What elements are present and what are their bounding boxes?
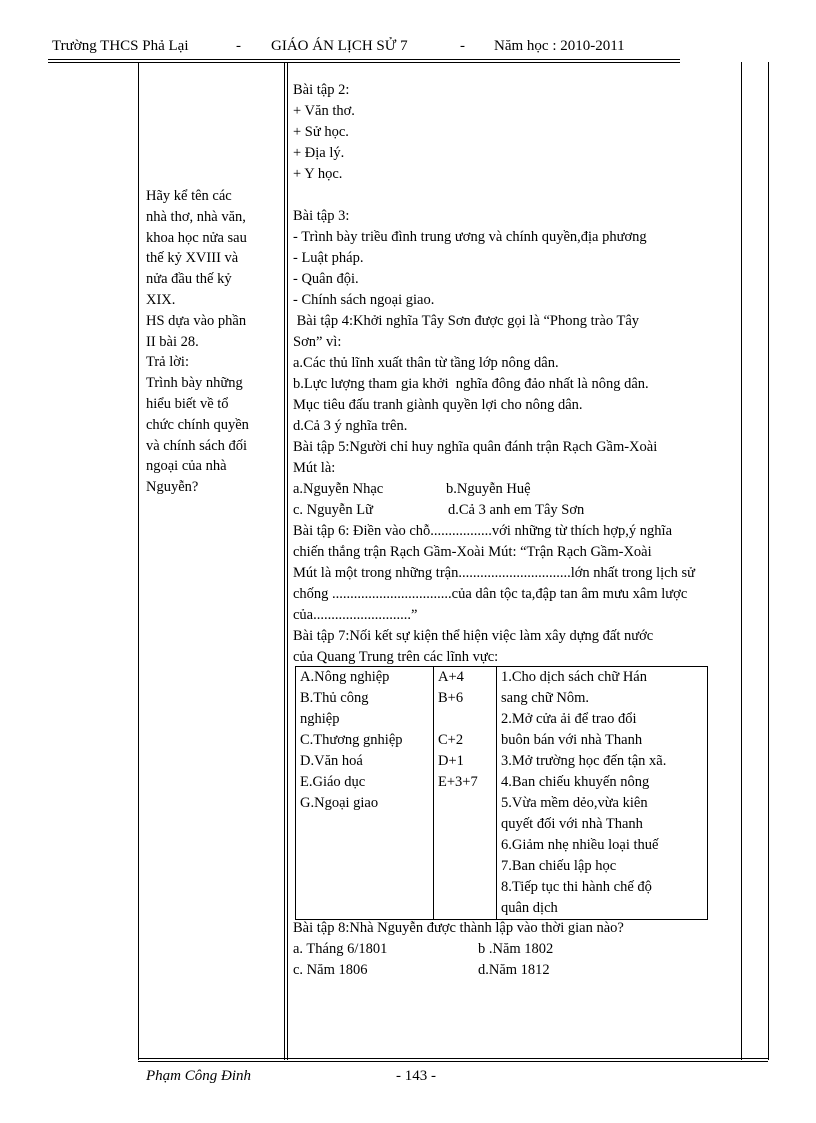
exercise-4-option: b.Lực lượng tham gia khởi nghĩa đông đảo nhất là nông dân. [293, 376, 649, 392]
exercise-6-text: Bài tập 6: Điền vào chỗ.................với những từ thích hợp,ý nghĩa [293, 523, 673, 539]
event-item: 4.Ban chiếu khuyến nông [501, 774, 650, 790]
exercise-3-item: - Luật pháp. [293, 250, 364, 266]
exercise-5-question: Bài tập 5:Người chỉ huy nghĩa quân đánh trận Rạch Gầm-Xoài [293, 439, 658, 455]
field-item: E.Giáo dục [300, 774, 366, 790]
exercise-4-question: Sơn” vì: [293, 334, 342, 350]
left-line: thế kỷ XVIII và [146, 250, 239, 267]
exercise-2-title: Bài tập 2: [293, 82, 350, 98]
left-line: Trình bày những [146, 375, 243, 392]
left-line: Trả lời: [146, 354, 189, 371]
school-year: Năm học : 2010-2011 [494, 38, 625, 54]
field-item: A.Nông nghiệp [300, 669, 390, 685]
exercise-6-text: Mút là một trong những trận...............................lớn nhất trong lịch sử [293, 565, 695, 581]
left-line: HS dựa vào phần [146, 312, 247, 329]
event-item: buôn bán với nhà Thanh [501, 732, 643, 748]
exercise-3-title: Bài tập 3: [293, 208, 350, 224]
header-separator: - [236, 38, 241, 54]
field-item: B.Thủ công [300, 690, 369, 706]
event-item: 7.Ban chiếu lập học [501, 858, 617, 874]
field-item: G.Ngoại giao [300, 795, 379, 811]
exercise-2-item: + Sử học. [293, 124, 349, 140]
event-item: 5.Vừa mềm dẻo,vừa kiên [501, 795, 648, 811]
exercise-2-item: + Địa lý. [293, 145, 345, 161]
left-line: XIX. [146, 291, 176, 308]
left-line: Hãy kể tên các [146, 188, 232, 204]
field-item: D.Văn hoá [300, 753, 363, 769]
left-line: nửa đầu thế kỷ [146, 271, 232, 288]
exercise-7-question: của Quang Trung trên các lĩnh vực: [293, 649, 499, 665]
exercise-6-text: của...........................” [293, 607, 418, 623]
exercise-8-options-row [293, 939, 733, 960]
answer-item: C+2 [438, 732, 464, 748]
answer-item [438, 709, 496, 730]
footer-rule [138, 1058, 768, 1059]
events-column [497, 667, 708, 920]
event-item: 1.Cho dịch sách chữ Hán [501, 669, 647, 685]
exercise-6-text: chống .................................của dân tộc ta,đập tan âm mưu xâm lược [293, 586, 688, 602]
author-name: Phạm Công Đinh [146, 1068, 251, 1084]
event-item: 8.Tiếp tục thi hành chế độ [501, 879, 652, 895]
left-line: nhà thơ, nhà văn, [146, 208, 246, 225]
event-item: 2.Mở cửa ải để trao đổi [501, 711, 637, 727]
blank-line [293, 185, 733, 206]
left-line: hiểu biết về tổ [146, 395, 229, 412]
answer-item: D+1 [438, 753, 464, 769]
column-divider [287, 62, 288, 1060]
exercise-content [293, 80, 733, 668]
event-item: 6.Giảm nhẹ nhiều loại thuế [501, 837, 659, 853]
school-name: Trường THCS Phả Lại [52, 38, 189, 54]
left-line: chức chính quyền [146, 416, 249, 433]
page-header [52, 38, 680, 60]
exercise-4-question: Bài tập 4:Khởi nghĩa Tây Sơn được gọi là “Phong trào Tây [293, 313, 640, 329]
matching-table [295, 666, 708, 920]
exercise-8-option-a: a. Tháng 6/1801 [293, 941, 388, 957]
left-line: ngoại của nhà [146, 458, 227, 475]
field-item: nghiệp [300, 711, 340, 727]
page-border [768, 62, 769, 1060]
event-item: sang chữ Nôm. [501, 690, 589, 706]
exercise-5-option-d: d.Cả 3 anh em Tây Sơn [448, 502, 585, 518]
left-line: Nguyễn? [146, 479, 199, 496]
answers-column [434, 667, 497, 920]
footer-rule [138, 1061, 768, 1062]
teacher-activity-column [146, 186, 282, 498]
exercise-8-option-c: c. Năm 1806 [293, 962, 368, 978]
header-separator: - [460, 38, 465, 54]
left-line: khoa học nửa sau [146, 229, 247, 246]
exercise-8 [293, 918, 733, 981]
exercise-3-item: - Trình bày triều đình trung ương và chính quyền,địa phương [293, 229, 647, 245]
exercise-8-question: Bài tập 8:Nhà Nguyễn được thành lập vào thời gian nào? [293, 920, 624, 936]
exercise-5-question: Mút là: [293, 460, 336, 476]
exercise-6-text: chiến thắng trận Rạch Gầm-Xoài Mút: “Trận Rạch Gầm-Xoài [293, 544, 652, 560]
page-number: - 143 - [396, 1068, 436, 1084]
exercise-5-option-c: c. Nguyễn Lữ [293, 502, 373, 518]
field-item: C.Thương gnhiệp [300, 732, 403, 748]
exercise-7-question: Bài tập 7:Nối kết sự kiện thể hiện việc làm xây dựng đất nước [293, 628, 654, 644]
exercise-8-option-b: b .Năm 1802 [478, 941, 554, 957]
left-line: II bài 28. [146, 333, 199, 350]
document-title: GIÁO ÁN LỊCH SỬ 7 [271, 38, 408, 54]
exercise-5-option-b: b.Nguyễn Huệ [446, 481, 531, 497]
left-line: và chính sách đối [146, 437, 248, 454]
exercise-2-item: + Y học. [293, 166, 343, 182]
exercise-3-item: - Chính sách ngoại giao. [293, 292, 435, 308]
exercise-4-option: d.Cả 3 ý nghĩa trên. [293, 418, 408, 434]
event-item: quân dịch [501, 900, 558, 916]
event-item: quyết đối với nhà Thanh [501, 816, 643, 832]
exercise-5-options-row [293, 479, 733, 500]
exercise-5-options-row [293, 500, 733, 521]
exercise-2-item: + Văn thơ. [293, 103, 355, 119]
event-item: 3.Mở trường học đến tận xã. [501, 753, 667, 769]
exercise-8-option-d: d.Năm 1812 [478, 962, 550, 978]
exercise-8-options-row [293, 960, 733, 981]
answer-item: E+3+7 [438, 774, 478, 790]
answer-item: A+4 [438, 669, 464, 685]
answer-item: B+6 [438, 690, 464, 706]
exercise-3-item: - Quân đội. [293, 271, 359, 287]
header-rule [48, 59, 680, 60]
fields-column [296, 667, 434, 920]
exercise-5-option-a: a.Nguyễn Nhạc [293, 481, 384, 497]
column-divider [284, 62, 285, 1060]
exercise-4-option: Mục tiêu đấu tranh giành quyền lợi cho nông dân. [293, 397, 583, 413]
exercise-4-option: a.Các thủ lĩnh xuất thân từ tầng lớp nông dân. [293, 355, 559, 371]
